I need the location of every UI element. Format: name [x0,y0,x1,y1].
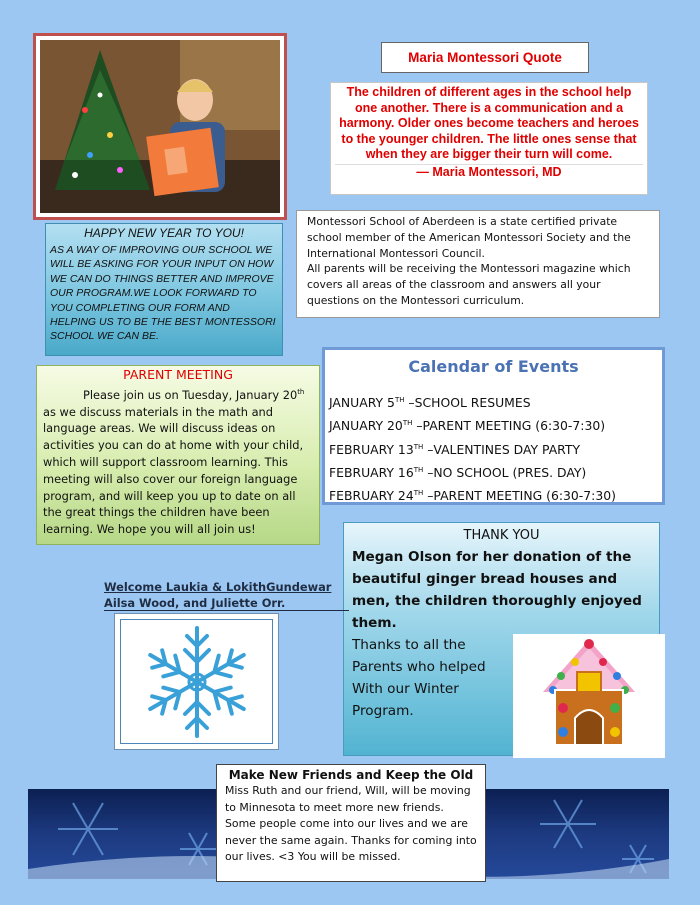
calendar-event [325,460,662,483]
quote-box [330,82,648,195]
event-date-suffix: TH [413,489,424,498]
event-date-suffix: TH [402,419,413,428]
calendar-of-events-box [322,347,665,505]
thank-you-donation-text: Megan Olson for her donation of the beautiful ginger bread houses and men, the children thoroughly enjoyed them. [352,549,642,631]
happy-new-year-box [45,223,283,356]
event-date: FEBRUARY 24 [329,488,414,504]
calendar-event [325,390,662,413]
christmas-tree-photo-art [40,40,280,213]
thank-you-heading: THANK YOU [463,528,540,543]
event-description: –PARENT MEETING (6:30-7:30) [412,418,606,434]
event-description: –VALENTINES DAY PARTY [423,441,581,457]
event-date-suffix: TH [394,396,405,404]
event-description: –SCHOOL RESUMES [404,395,531,411]
welcome-line-2: Ailsa Wood, and Juliette Orr. [104,596,349,611]
parent-meeting-body-b: as we discuss materials in the math and language areas. We will discuss ideas on activities you can do at home with your child, which will support classroom learning. This meeting will also cover our foreign language program, and will keep you up to date on all the great things the children have been learning. We hope you will all join us! [43,404,304,537]
event-description: –PARENT MEETING (6:30-7:30) [423,488,616,504]
welcome-line-1: Welcome Laukia & LokithGundewar [104,580,332,594]
gingerbread-house-icon [513,634,665,758]
event-date-suffix: TH [413,465,424,474]
happy-new-year-body: AS A WAY OF IMPROVING OUR SCHOOL WE WILL BE ASKING FOR YOUR INPUT ON HOW WE CAN DO THINGS BETTER AND IMPROVE OUR PROGRAM.WE LOOK FORWARD TO YOU COMPLETING OUR FORM AND HELPING US TO BE THE BEST MONTESSORI SCHOOL WE CAN BE. [50,244,276,343]
gingerbread-house-image [513,634,665,758]
welcome-note [104,580,364,611]
calendar-heading: Calendar of Events [408,357,579,376]
snowflake-icon [121,620,274,745]
parent-meeting-heading: PARENT MEETING [123,367,233,382]
parent-meeting-body-a: Please join us on Tuesday, January 20 [83,387,298,402]
school-info-paragraph-2: All parents will be receiving the Montessori magazine which covers all areas of the classroom and answers all your questions on the Montessori curriculum. [307,262,631,307]
event-date: FEBRUARY 16 [329,465,414,481]
make-new-friends-box [216,764,486,882]
friends-heading: Make New Friends and Keep the Old [228,768,474,782]
event-description: –NO SCHOOL (PRES. DAY) [423,465,587,481]
thank-you-parents-text: Thanks to all the Parents who helped With our Winter Program. [352,637,486,719]
calendar-event [325,437,662,460]
calendar-event [325,483,662,506]
friends-body: Miss Ruth and our friend, Will, will be moving to Minnesota to meet more new friends. Some people come into our lives and we are never the same again. Thanks for coming into our lives. <3 You will be missed. [225,784,477,864]
calendar-event [325,413,662,436]
event-date: JANUARY 5 [329,395,395,411]
parent-meeting-body-sup: th [297,388,305,396]
event-date: FEBRUARY 13 [329,441,414,457]
event-date-suffix: TH [413,442,424,451]
child-christmas-photo [33,33,287,220]
quote-title: Maria Montessori Quote [381,42,589,73]
school-info-box [296,210,660,318]
school-info-paragraph-1: Montessori School of Aberdeen is a state certified private school member of the American Montessori Society and the International Montessori Council. [307,215,631,260]
parent-meeting-box [36,365,320,545]
snowflake-image [114,613,279,750]
happy-new-year-heading: HAPPY NEW YEAR TO YOU! [84,226,244,240]
parent-meeting-body [43,384,313,538]
quote-author: — Maria Montessori, MD [335,164,643,181]
quote-text: The children of different ages in the school help one another. There is a communication and a harmony. Older ones become teachers and heroes to the younger children. The little ones sense that when they are bigger their turn will come. [339,85,639,161]
event-date: JANUARY 20 [329,418,403,434]
